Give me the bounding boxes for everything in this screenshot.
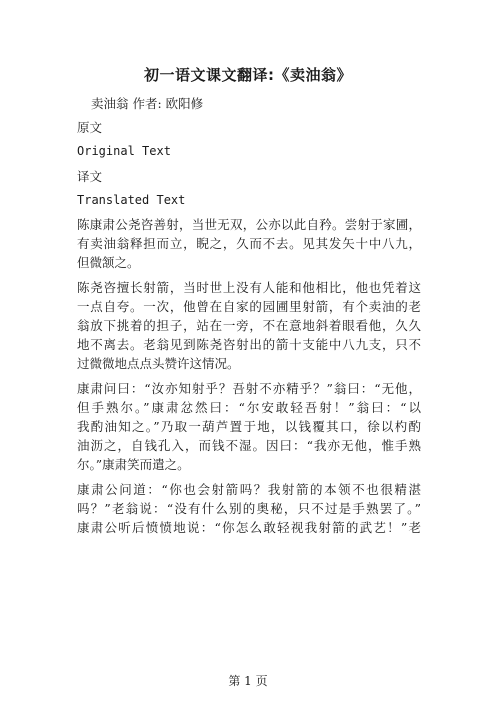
page-number: 第 1 页 — [228, 674, 268, 688]
paragraph-translation-2 — [77, 480, 421, 538]
text-line: 陈康肃公尧咨善射，当世无双，公亦以此自矜。尝射于家圃， — [77, 217, 421, 233]
text-line: 康肃问曰：“汝亦知射乎？吾射不亦精乎？”翁曰：“无他， — [77, 380, 421, 396]
text-line: 有卖油翁释担而立，睨之，久而不去。见其发矢十中八九， — [77, 236, 421, 252]
translated-label-cn: 译文 — [77, 168, 103, 184]
text-line: 过微微地点点头赞许这情况。 — [77, 356, 240, 372]
original-label-cn: 原文 — [77, 120, 103, 136]
document-title: 初一语文课文翻译:《卖油翁》 — [144, 66, 352, 84]
text-line: 但手熟尔。”康肃忿然曰：“尔安敢轻吾射！”翁曰：“以 — [77, 399, 421, 415]
text-line: 但微颔之。 — [77, 255, 140, 271]
paragraph-translation-1 — [77, 278, 421, 374]
text-line: 陈尧咨擅长射箭，当时世上没有人能和他相比，他也凭着这 — [77, 279, 421, 295]
paragraph-original-2 — [77, 379, 421, 475]
text-line: 吗？”老翁说：“没有什么别的奥秘，只不过是手熟罢了。” — [77, 500, 421, 516]
text-line: 一点自夸。一次，他曾在自家的园圃里射箭，有个卖油的老 — [77, 298, 421, 314]
text-line: 翁放下挑着的担子，站在一旁，不在意地斜着眼看他，久久 — [77, 318, 421, 334]
text-line: 我酌油知之。”乃取一葫芦置于地，以钱覆其口，徐以杓酌 — [77, 419, 421, 435]
text-line: 康肃公听后愤愤地说：“你怎么敢轻视我射箭的武艺！”老 — [77, 520, 421, 536]
author-line: 卖油翁 作者: 欧阳修 — [91, 96, 204, 111]
document-body — [77, 94, 421, 542]
text-line: 地不离去。老翁见到陈尧咨射出的箭十支能中八九支，只不 — [77, 337, 421, 353]
paragraph-original-1 — [77, 215, 421, 273]
text-line: 康肃公问道：“你也会射箭吗？我射箭的本领不也很精湛 — [77, 481, 421, 497]
translated-label-en: Translated Text — [77, 192, 186, 207]
original-label-en: Original Text — [77, 144, 171, 159]
text-line: 尔。”康肃笑而遣之。 — [77, 457, 190, 473]
text-line: 油沥之，自钱孔入，而钱不湿。因曰：“我亦无他，惟手熟 — [77, 438, 421, 454]
